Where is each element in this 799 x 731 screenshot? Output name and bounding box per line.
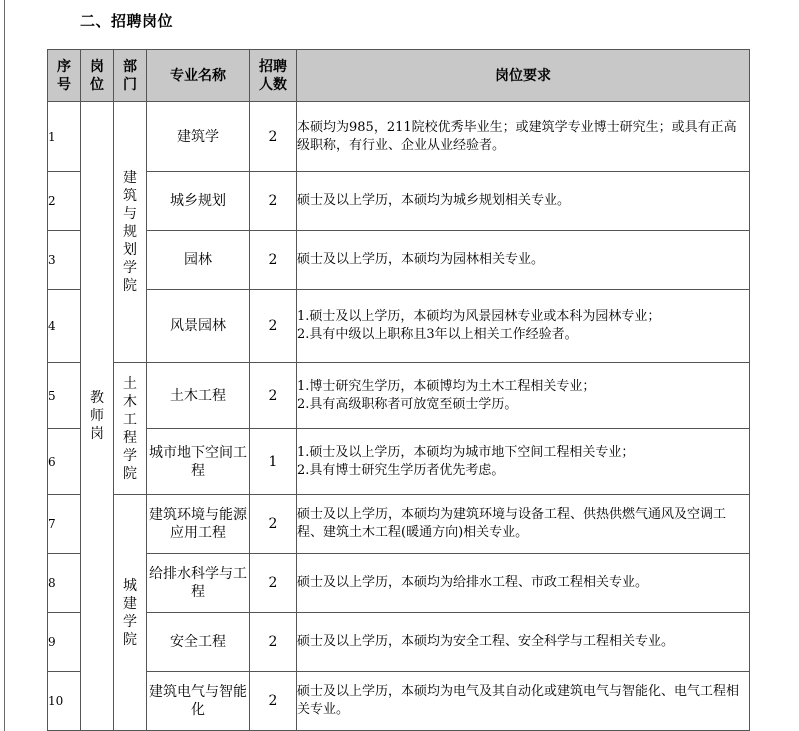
requirements: 硕士及以上学历，本硕均为城乡规划相关专业。	[297, 172, 750, 231]
department-cell: 城建学院	[114, 495, 147, 731]
major-name: 建筑学	[147, 102, 250, 172]
requirements: 本硕均为985，211院校优秀毕业生；或建筑学专业博士研究生；或具有正高级职称，有行业、企业从业经验者。	[297, 102, 750, 172]
section-title: 二、招聘岗位	[80, 12, 174, 30]
major-name: 土木工程	[147, 363, 250, 429]
header-count: 招聘人数	[250, 50, 297, 102]
table-row	[48, 363, 750, 429]
header-num: 序号	[48, 50, 81, 102]
major-name: 给排水科学与工程	[147, 554, 250, 613]
major-name: 安全工程	[147, 613, 250, 672]
header-department: 部门	[114, 50, 147, 102]
hire-count: 2	[250, 290, 297, 363]
table-row	[48, 613, 750, 672]
table-row	[48, 554, 750, 613]
hire-count: 1	[250, 429, 297, 495]
table-row	[48, 290, 750, 363]
table-row	[48, 429, 750, 495]
row-num: 1	[48, 102, 81, 172]
row-num: 6	[48, 429, 81, 495]
position-cell: 教师岗	[81, 102, 114, 731]
row-num: 9	[48, 613, 81, 672]
requirements: 硕士及以上学历，本硕均为园林相关专业。	[297, 231, 750, 290]
major-name: 风景园林	[147, 290, 250, 363]
table-row	[48, 172, 750, 231]
requirements: 硕士及以上学历，本硕均为给排水工程、市政工程相关专业。	[297, 554, 750, 613]
requirements: 1.硕士及以上学历，本硕均为风景园林专业或本科为园林专业； 2.具有中级以上职称且3年以上相关工作经验者。	[297, 290, 750, 363]
table-header-row	[48, 50, 750, 102]
hire-count: 2	[250, 613, 297, 672]
recruitment-table	[47, 49, 750, 731]
requirements: 硕士及以上学历，本硕均为安全工程、安全科学与工程相关专业。	[297, 613, 750, 672]
page-left-border	[4, 0, 5, 731]
requirements: 硕士及以上学历，本硕均为电气及其自动化或建筑电气与智能化、电气工程相关专业。	[297, 672, 750, 731]
row-num: 3	[48, 231, 81, 290]
hire-count: 2	[250, 172, 297, 231]
row-num: 8	[48, 554, 81, 613]
hire-count: 2	[250, 495, 297, 554]
row-num: 2	[48, 172, 81, 231]
table-row	[48, 102, 750, 172]
table-row	[48, 672, 750, 731]
hire-count: 2	[250, 672, 297, 731]
row-num: 5	[48, 363, 81, 429]
hire-count: 2	[250, 363, 297, 429]
row-num: 10	[48, 672, 81, 731]
hire-count: 2	[250, 231, 297, 290]
department-cell: 土木工程学院	[114, 363, 147, 495]
requirements: 1.硕士及以上学历，本硕均为城市地下空间工程相关专业； 2.具有博士研究生学历者优先考虑。	[297, 429, 750, 495]
major-name: 建筑环境与能源应用工程	[147, 495, 250, 554]
requirements: 硕士及以上学历，本硕均为建筑环境与设备工程、供热供燃气通风及空调工程、建筑土木工程(暖通方向)相关专业。	[297, 495, 750, 554]
requirements: 1.博士研究生学历，本硕博均为土木工程相关专业； 2.具有高级职称者可放宽至硕士学历。	[297, 363, 750, 429]
header-major: 专业名称	[147, 50, 250, 102]
hire-count: 2	[250, 102, 297, 172]
major-name: 建筑电气与智能化	[147, 672, 250, 731]
header-requirements: 岗位要求	[297, 50, 750, 102]
header-position: 岗位	[81, 50, 114, 102]
department-cell: 建筑与规划学院	[114, 102, 147, 363]
major-name: 城市地下空间工程	[147, 429, 250, 495]
table-row	[48, 495, 750, 554]
row-num: 7	[48, 495, 81, 554]
row-num: 4	[48, 290, 81, 363]
major-name: 园林	[147, 231, 250, 290]
hire-count: 2	[250, 554, 297, 613]
table-row	[48, 231, 750, 290]
major-name: 城乡规划	[147, 172, 250, 231]
